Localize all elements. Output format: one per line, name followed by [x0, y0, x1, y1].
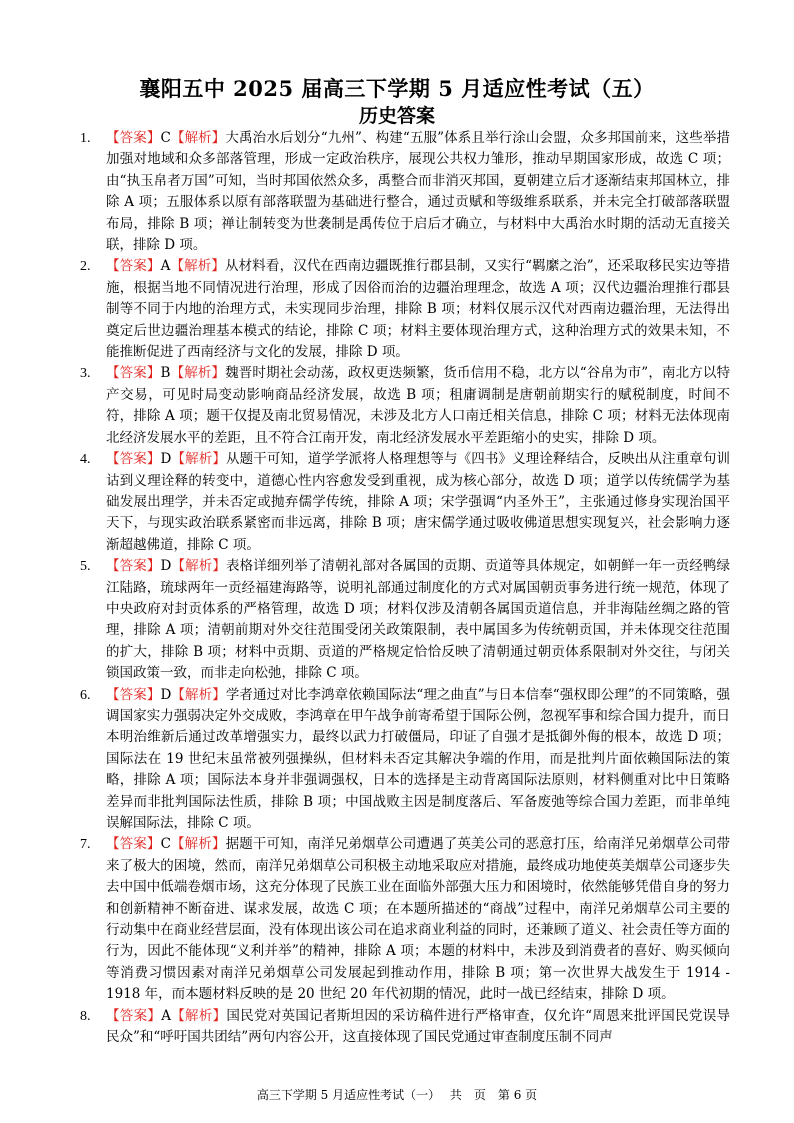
item-number: 8.: [80, 1008, 91, 1024]
analysis-text: 魏晋时期社会动荡，政权更迭频繁，货币信用不稳，北方以“谷帛为市”，南北方以特产交易，可见时局变动影响商品经济发展，故选 B 项；租庸调制是唐朝前期实行的赋税制度，时间不符，排除 A 项；题干仅提及南北贸易情况，未涉及北方人口南迁相关信息，排除 C 项；材料无法体现南北经济发展水平的差距，且不符合江南开发，南北经济发展水平差距缩小的史实，排除 D 项。: [106, 365, 730, 446]
answer-tag: 【答案】: [106, 558, 161, 575]
answer-tag: 【答案】: [106, 258, 161, 275]
answer-item: [76, 1006, 730, 1049]
answer-tag: 【答案】: [106, 365, 161, 382]
answer-tag: 【答案】: [106, 451, 161, 468]
answer-item: [76, 556, 730, 684]
item-number: 6.: [80, 687, 91, 703]
analysis-text: 表格详细列举了清朝礼部对各属国的贡期、贡道等具体规定，如朝鲜一年一贡经鸭绿江陆路，琉球两年一贡经福建海路等，说明礼部通过制度化的方式对属国朝贡事务进行统一规范，体现了中央政府对封贡体系的严格管理，故选 D 项；材料仅涉及清朝各属国贡道信息，并非海陆丝绸之路的管理，排除 A 项；清朝前期对外交往范围受闭关政策限制，表中属国多为传统朝贡国，并未体现交往范围的扩大，排除 B 项；材料中贡期、贡道的严格规定恰恰反映了清朝通过朝贡体系限制对外交往，与闭关锁国政策一致，而非走向松弛，排除 C 项。: [106, 558, 731, 682]
analysis-text: 大禹治水后划分“九州”、构建“五服”体系且举行涂山会盟，众多邦国前来，这些举措加强对地域和众多部落管理，形成一定政治秩序，展现公共权力雏形，推动早期国家形成，故选 C 项；由“执玉帛者万国”可知，当时邦国依然众多，禹整合而非消灭邦国，夏朝建立后才逐渐结束邦国林立，排除 A 项；五服体系以原有部落联盟为基础进行整合，通过贡赋和等级维系联系，并未完全打破部落联盟布局，排除 B 项；禅让制转变为世袭制是禹传位于启后才确立，与材料中大禹治水时期的活动无直接关联，排除 D 项。: [106, 130, 731, 254]
answer-item: [76, 449, 730, 556]
item-number: 1.: [80, 131, 91, 146]
answer-item: [76, 363, 730, 449]
analysis-text: 从材料看，汉代在西南边疆既推行郡县制，又实行“羁縻之治”，还采取移民实边等措施，根据当地不同情况进行治理，形成了因俗而治的边疆治理理念，故选 A 项；汉代边疆治理推行郡县制等不同于内地的治理方式，未实现同步治理，排除 B 项；材料仅展示汉代对西南边疆治理，无法得出奠定后世边疆治理基本模式的结论，排除 C 项；材料主要体现治理方式，这种治理方式的效果未知，不能推断促进了西南经济与文化的发展，排除 D 项。: [106, 258, 730, 361]
analysis-text: 学者通过对比李鸿章依赖国际法“理之曲直”与日本信奉“强权即公理”的不同策略，强调国家实力强弱决定外交成败，李鸿章在甲午战争前寄希望于国际公例，忽视军事和综合国力提升，而日本明治维新后通过改革增强实力，最终以武力打破僵局，印证了自强才是抵御外侮的根本，故选 D 项；国际法在 19 世纪末虽常被列强操纵，但材料未否定其解决争端的作用，而是批判片面依赖国际法的策略，排除 A 项；国际法本身并非强调强权，日本的选择是主动背离国际法原则，材料侧重对比中日策略差异而非批判国际法性质，排除 B 项；中国战败主因是制度落后、军备废弛等综合国力差距，而非单纯误解国际法，排除 C 项。: [106, 686, 731, 831]
answer-letter: D: [160, 686, 172, 703]
answer-item: [76, 834, 730, 1005]
analysis-tag: 【解析】: [171, 451, 226, 468]
answer-letter: A: [160, 258, 171, 275]
answer-item: [76, 128, 730, 256]
item-number: 5.: [80, 559, 91, 575]
answer-tag: 【答案】: [106, 1007, 162, 1024]
answer-tag: 【答案】: [106, 686, 161, 703]
analysis-text: 从题干可知，道学学派将人格理想等与《四书》义理诠释结合，反映出从注重章句训诂到义理诠释的转变中，道德心性内容愈发受到重视，成为核心部分，故选 D 项；道学以传统儒学为基础发展出理学，并未否定或抛弃儒学传统，排除 A 项；宋学强调“内圣外王”，主张通过修身实现治国平天下，与现实政治联系紧密而非远离，排除 B 项；唐宋儒学通过吸收佛道思想实现复兴，社会影响力逐渐超越佛道，排除 C 项。: [106, 451, 731, 553]
answer-letter: D: [160, 558, 172, 575]
answer-letter: B: [160, 365, 171, 382]
answer-item: [76, 685, 730, 835]
answer-letter: A: [161, 1007, 171, 1024]
analysis-tag: 【解析】: [171, 686, 226, 703]
item-number: 3.: [80, 366, 91, 382]
answer-letter: C: [160, 836, 171, 853]
analysis-text: 据题干可知，南洋兄弟烟草公司遭遇了英美公司的恶意打压，给南洋兄弟烟草公司带来了极大的困境，然而，南洋兄弟烟草公司积极主动地采取应对措施，最终成功地使英美烟草公司逐步失去中国中低端卷烟市场，这充分体现了民族工业在面临外部强大压力和困境时，依然能够凭借自身的努力和创新精神不断奋进、谋求发展，故选 C 项；在本题所描述的“商战”过程中，南洋兄弟烟草公司主要的行动集中在商业经营层面，没有体现出该公司在追求商业利益的同时，还兼顾了道义、社会责任等方面的行为，因此不能体现“义利并举”的精神，排除 A 项；本题的材料中，未涉及到消费者的喜好、购买倾向等消费习惯因素对南洋兄弟烟草公司发展起到推动作用，排除 B 项；第一次世界大战发生于 1914 - 1918 年，而本题材料反映的是 20 世纪 20 年代初期的情况，此时一战已经结束，排除 D 项。: [106, 836, 731, 1003]
analysis-text: 国民党对英国记者斯坦因的采访稿件进行严格审查，仅允许“周恩来批评国民党误导民众”和“呼吁国共团结”两句内容公开，这直接体现了国民党通过审查制度压制不同声: [106, 1007, 730, 1046]
analysis-tag: 【解析】: [170, 836, 226, 853]
answer-letter: D: [160, 451, 172, 468]
answer-letter: C: [160, 130, 171, 146]
answer-tag: 【答案】: [106, 836, 161, 853]
page-title: 襄阳五中 2025 届高三下学期 5 月适应性考试（五）: [139, 76, 655, 101]
answer-list: [76, 128, 730, 1048]
item-number: 4.: [80, 452, 91, 468]
analysis-tag: 【解析】: [170, 130, 226, 146]
page-footer: 高三下学期 5 月适应性考试（一） 共 页 第 6 页: [256, 1088, 538, 1102]
page-subtitle: 历史答案: [358, 105, 435, 127]
item-number: 2.: [80, 259, 91, 275]
answer-tag: 【答案】: [106, 130, 161, 146]
analysis-tag: 【解析】: [171, 558, 226, 575]
answer-item: [76, 256, 730, 363]
analysis-tag: 【解析】: [170, 258, 226, 275]
item-number: 7.: [80, 837, 91, 853]
analysis-tag: 【解析】: [170, 1007, 227, 1024]
analysis-tag: 【解析】: [170, 365, 226, 382]
